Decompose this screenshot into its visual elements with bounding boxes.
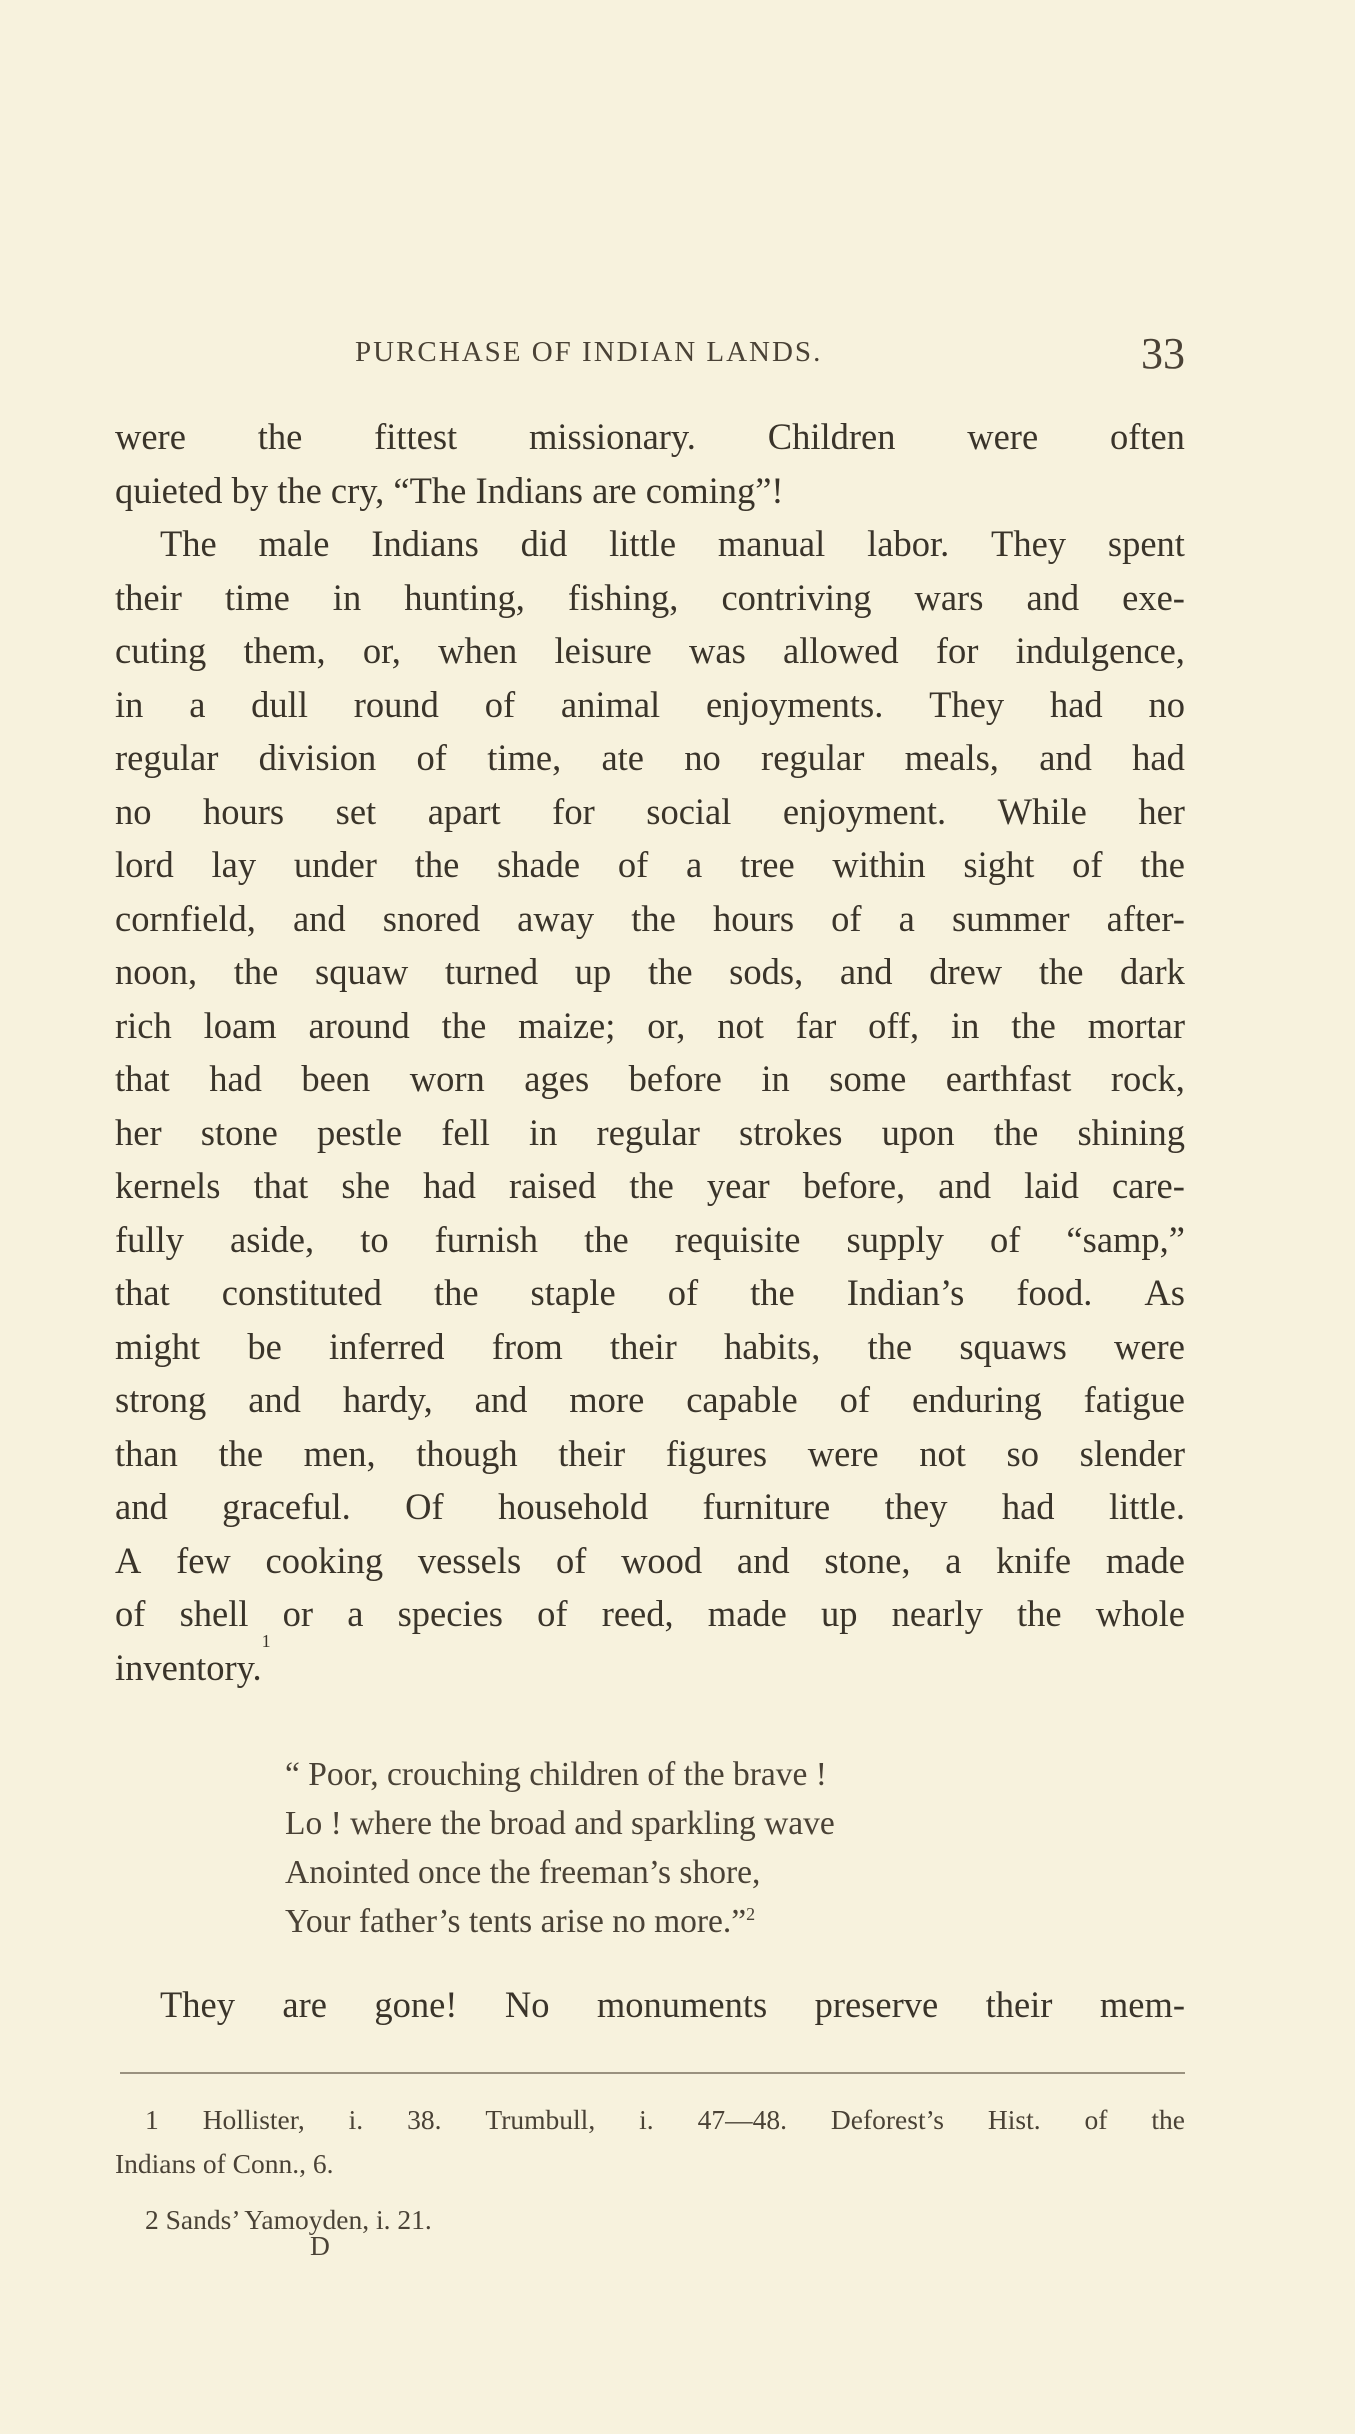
word: Of <box>405 1486 444 1527</box>
word: inferred <box>329 1325 445 1367</box>
word: Deforest’s <box>830 2104 944 2135</box>
word: a <box>898 897 915 939</box>
word: capable <box>686 1379 798 1420</box>
word: laid <box>1024 1165 1079 1206</box>
word: quieted <box>115 469 232 511</box>
word: care- <box>1111 1165 1185 1206</box>
word: their <box>985 1984 1053 2025</box>
word: stone, <box>824 1539 911 1581</box>
word: fatigue <box>1083 1379 1185 1420</box>
word: habits, <box>724 1325 821 1367</box>
poem-line: Anointed once the freeman’s shore, <box>285 1854 761 1891</box>
word: They <box>991 523 1067 564</box>
word: wood <box>621 1539 703 1581</box>
word: than <box>115 1432 178 1474</box>
word: furniture <box>702 1486 831 1527</box>
word: time <box>224 576 290 618</box>
word: the <box>1151 2104 1185 2135</box>
poem-line-last <box>285 1897 1045 1946</box>
word: the <box>433 1272 479 1313</box>
word: are <box>282 1984 327 2025</box>
text-line <box>115 1427 1185 1481</box>
word: the <box>1140 844 1185 885</box>
word: away <box>517 897 595 939</box>
footnote-1-continuation: Indians of Conn., 6. <box>115 2148 334 2179</box>
word: fully <box>115 1218 184 1260</box>
word: food. <box>1016 1272 1093 1313</box>
word: round <box>353 683 439 725</box>
text-line <box>115 999 1185 1053</box>
word: of <box>484 683 516 725</box>
text-line <box>115 624 1185 678</box>
word: of <box>537 1593 568 1634</box>
word: lay <box>211 844 257 885</box>
word: in <box>950 1004 980 1046</box>
word: of <box>115 1593 146 1634</box>
running-head: PURCHASE OF INDIAN LANDS. <box>355 336 823 368</box>
word: in <box>761 1058 790 1099</box>
word: they <box>884 1486 948 1527</box>
word: little <box>609 523 677 564</box>
word: labor. <box>867 523 950 564</box>
text-line <box>115 838 1185 892</box>
word: rock, <box>1110 1058 1185 1099</box>
word: Indian’s <box>846 1272 965 1313</box>
footnotes <box>115 2098 1185 2242</box>
word: As <box>1144 1272 1185 1313</box>
word: strokes <box>739 1111 843 1153</box>
word: was <box>689 630 746 671</box>
word: Indians <box>371 523 479 564</box>
word: hours <box>203 790 285 832</box>
word: no <box>1148 683 1185 725</box>
word: of <box>617 844 649 885</box>
poem-quote <box>285 1750 1045 1946</box>
word: missionary. <box>528 416 696 457</box>
word: species <box>397 1593 503 1634</box>
word: be <box>247 1325 282 1367</box>
word: Trumbull, <box>485 2104 596 2135</box>
body-text <box>115 410 1185 1694</box>
footnote-ref-1: 1 <box>261 1630 271 1651</box>
word: squaw <box>315 951 409 992</box>
word: their <box>115 576 182 618</box>
word: though <box>416 1432 518 1474</box>
word: 1 <box>145 2104 159 2135</box>
word: not <box>717 1004 764 1046</box>
word: were <box>115 416 186 457</box>
word: wars <box>914 576 984 618</box>
word: and <box>1026 576 1080 618</box>
word: The <box>160 523 217 564</box>
word: and <box>839 951 893 992</box>
word: the <box>277 469 331 511</box>
word: had <box>1049 683 1103 725</box>
page-header <box>355 328 1185 388</box>
word: figures <box>665 1432 768 1474</box>
word: her <box>115 1111 162 1153</box>
word: monuments <box>596 1984 768 2025</box>
word: slender <box>1079 1432 1185 1474</box>
text-line <box>115 1480 1185 1534</box>
word: vessels <box>417 1539 522 1581</box>
word: the <box>647 951 693 992</box>
word: in <box>115 683 144 725</box>
word: social <box>646 790 732 832</box>
word: stone <box>200 1111 278 1153</box>
word: turned <box>444 951 539 992</box>
word: the <box>1038 951 1084 992</box>
page-number: 33 <box>1141 329 1185 378</box>
word: cuting <box>115 630 207 671</box>
word: the <box>1017 1593 1062 1634</box>
word: dull <box>251 683 308 725</box>
word: that <box>115 1058 170 1099</box>
word: so <box>1006 1432 1039 1474</box>
word: the <box>414 844 460 885</box>
word: regular <box>761 737 865 778</box>
word: had <box>1001 1486 1055 1527</box>
word: the <box>257 416 303 457</box>
word: contriving <box>721 576 872 618</box>
word: raised <box>508 1165 597 1206</box>
word: were <box>967 416 1039 457</box>
word: enjoyment. <box>782 790 947 832</box>
closing-paragraph <box>115 1978 1185 2032</box>
word: shining <box>1077 1111 1185 1153</box>
word: that <box>115 1272 170 1313</box>
word: staple <box>530 1272 616 1313</box>
text-line-content: inventory. <box>115 1646 262 1688</box>
word: regular <box>115 737 219 778</box>
word: indulgence, <box>1015 630 1185 671</box>
word: fittest <box>374 416 458 457</box>
word: worn <box>409 1058 485 1099</box>
word: of <box>1072 844 1103 885</box>
word: before <box>628 1058 722 1099</box>
word: that <box>253 1165 309 1206</box>
word: fishing, <box>567 576 679 618</box>
word: set <box>335 790 377 832</box>
word: of <box>416 737 447 778</box>
word: whole <box>1095 1593 1185 1634</box>
word: They <box>160 1984 235 2025</box>
word: animal <box>560 683 661 725</box>
word: hunting, <box>404 576 525 618</box>
word: or, <box>647 1004 686 1046</box>
poem-line: “ Poor, crouching children of the brave ! <box>285 1756 827 1793</box>
word: cry, <box>330 469 394 511</box>
word: when <box>438 630 518 671</box>
word: from <box>491 1325 563 1367</box>
word: some <box>829 1058 907 1099</box>
word: household <box>498 1486 649 1527</box>
text-line <box>115 1213 1185 1267</box>
word: and <box>938 1165 991 1206</box>
word: of <box>555 1539 587 1581</box>
poem-line: Lo ! where the broad and sparkling wave <box>285 1805 835 1842</box>
word: a <box>189 683 206 725</box>
word: hours <box>712 897 795 939</box>
word: the <box>631 897 676 939</box>
word: and <box>474 1379 528 1420</box>
word: year <box>706 1165 770 1206</box>
word: tree <box>739 844 795 885</box>
word: 47—48. <box>697 2104 787 2135</box>
word: Children <box>767 416 896 457</box>
text-line <box>115 517 1185 571</box>
word: a <box>347 1593 364 1634</box>
word: mortar <box>1087 1004 1185 1046</box>
text-line <box>115 1587 1185 1641</box>
word: pestle <box>316 1111 403 1153</box>
word: the <box>233 951 279 992</box>
word: cornfield, <box>115 897 256 939</box>
word: were <box>807 1432 879 1474</box>
word: might <box>115 1325 201 1367</box>
footnote-2: 2 Sands’ Yamoyden, i. 21. <box>145 2204 432 2235</box>
word: nearly <box>891 1593 983 1634</box>
word: spent <box>1107 523 1185 564</box>
word: division <box>258 737 377 778</box>
word: earthfast <box>945 1058 1072 1099</box>
word: for <box>935 630 979 671</box>
word: preserve <box>814 1984 939 2025</box>
text-line <box>115 464 1185 518</box>
word: enjoyments. <box>705 683 884 725</box>
word: in <box>529 1111 558 1153</box>
word: manual <box>717 523 826 564</box>
word: sods, <box>729 951 804 992</box>
word: requisite <box>674 1218 801 1260</box>
word: off, <box>868 1004 920 1046</box>
word: noon, <box>115 951 198 992</box>
word: Hollister, <box>202 2104 305 2135</box>
text-line <box>115 571 1185 625</box>
text-line <box>115 1106 1185 1160</box>
word: snored <box>382 897 481 939</box>
text-line <box>115 1320 1185 1374</box>
word: apart <box>427 790 501 832</box>
word: their <box>558 1432 626 1474</box>
word: of <box>989 1218 1021 1260</box>
word: did <box>520 523 568 564</box>
word: she <box>341 1165 391 1206</box>
word: They <box>929 683 1005 725</box>
word: squaws <box>959 1325 1067 1367</box>
word: them, <box>243 630 326 671</box>
word: male <box>258 523 330 564</box>
word: a <box>686 844 703 885</box>
text-line <box>115 945 1185 999</box>
word: the <box>218 1432 264 1474</box>
word: of <box>667 1272 699 1313</box>
text-line <box>115 1978 1185 2032</box>
word: had <box>1132 737 1185 778</box>
word: and <box>248 1379 301 1420</box>
word: little. <box>1108 1486 1185 1527</box>
text-line <box>115 678 1185 732</box>
footnote-ref-2: 2 <box>746 1903 756 1924</box>
word: 38. <box>407 2104 442 2135</box>
word: of <box>831 897 862 939</box>
word: in <box>332 576 362 618</box>
word: few <box>176 1539 231 1581</box>
word: her <box>1138 790 1185 832</box>
word: reed, <box>601 1593 674 1634</box>
word: aside, <box>230 1218 315 1260</box>
word: ate <box>601 737 645 778</box>
word: made <box>1105 1539 1185 1581</box>
word: leisure <box>554 630 652 671</box>
word: enduring <box>911 1379 1042 1420</box>
word: mem- <box>1099 1984 1185 2025</box>
word: or, <box>362 630 401 671</box>
word: had <box>423 1165 476 1206</box>
word: supply <box>846 1218 944 1260</box>
text-line <box>115 785 1185 839</box>
word: and <box>292 897 346 939</box>
word: A <box>115 1539 142 1581</box>
word: were <box>1114 1325 1185 1367</box>
word: summer <box>951 897 1070 939</box>
word: up <box>574 951 612 992</box>
word: by <box>231 469 278 511</box>
word: “The <box>393 469 476 511</box>
word: maize; <box>518 1004 616 1046</box>
word: constituted <box>221 1272 382 1313</box>
word: rich <box>115 1004 172 1046</box>
word: of <box>839 1379 871 1420</box>
signature-mark: D <box>310 2230 330 2261</box>
text-line <box>115 1052 1185 1106</box>
word: allowed <box>783 630 899 671</box>
text-line <box>115 1266 1185 1320</box>
word: meals, <box>904 737 999 778</box>
word: no <box>115 790 152 832</box>
word: i. <box>639 2104 654 2135</box>
word: gone! <box>374 1984 458 2025</box>
word: around <box>308 1004 410 1046</box>
word: the <box>867 1325 913 1367</box>
word: upon <box>881 1111 955 1153</box>
word: had <box>209 1058 262 1099</box>
word: drew <box>929 951 1003 992</box>
word: to <box>360 1218 389 1260</box>
word: i. <box>348 2104 364 2135</box>
word: and <box>736 1539 790 1581</box>
word: their <box>609 1325 677 1367</box>
word: the <box>584 1218 629 1260</box>
text-line <box>115 892 1185 946</box>
word: for <box>552 790 595 832</box>
word: no <box>684 737 721 778</box>
word: made <box>707 1593 787 1634</box>
text-line <box>115 1373 1185 1427</box>
word: often <box>1109 416 1185 457</box>
word: graceful. <box>222 1486 351 1527</box>
text-line <box>115 1534 1185 1588</box>
word: and <box>1039 737 1092 778</box>
word: shell <box>179 1593 249 1634</box>
word: the <box>441 1004 487 1046</box>
word: “samp,” <box>1066 1218 1185 1260</box>
word: ages <box>524 1058 590 1099</box>
word: within <box>832 844 926 885</box>
word: regular <box>596 1111 700 1153</box>
text-line-last <box>115 1630 1185 1695</box>
word: been <box>301 1058 371 1099</box>
word: the <box>750 1272 795 1313</box>
text-line <box>115 1159 1185 1213</box>
word: and <box>115 1486 168 1527</box>
word: dark <box>1120 951 1185 992</box>
word: of <box>1084 2104 1108 2135</box>
word: after- <box>1106 897 1185 939</box>
word: fell <box>441 1111 490 1153</box>
poem-line-content: Your father’s tents arise no more.” <box>285 1903 747 1940</box>
word: the <box>629 1165 674 1206</box>
word: exe- <box>1122 576 1185 618</box>
word: shade <box>497 844 581 885</box>
word: No <box>504 1984 550 2025</box>
word: the <box>1011 1004 1056 1046</box>
word: While <box>997 790 1087 832</box>
word: up <box>821 1593 858 1634</box>
word: men, <box>303 1432 376 1474</box>
word: loam <box>203 1004 277 1046</box>
word: or <box>282 1593 314 1634</box>
word: the <box>993 1111 1039 1153</box>
word: coming”! <box>645 469 784 511</box>
word: furnish <box>434 1218 539 1260</box>
word: more <box>569 1379 645 1420</box>
word: Indians <box>475 469 593 511</box>
word: Hist. <box>987 2104 1041 2135</box>
word: hardy, <box>342 1379 433 1420</box>
word: under <box>293 844 377 885</box>
word: far <box>795 1004 837 1046</box>
text-line <box>115 731 1185 785</box>
word: knife <box>996 1539 1072 1581</box>
word: not <box>919 1432 966 1474</box>
word: are <box>592 469 646 511</box>
word: kernels <box>115 1165 221 1206</box>
word: strong <box>115 1379 207 1420</box>
word: before, <box>802 1165 906 1206</box>
footnote-divider <box>120 2072 1185 2074</box>
word: a <box>945 1539 962 1581</box>
text-line <box>115 410 1185 464</box>
word: lord <box>115 844 174 885</box>
footnote-1-line <box>115 2098 1185 2142</box>
word: sight <box>963 844 1035 885</box>
word: cooking <box>265 1539 384 1581</box>
word: time, <box>487 737 562 778</box>
